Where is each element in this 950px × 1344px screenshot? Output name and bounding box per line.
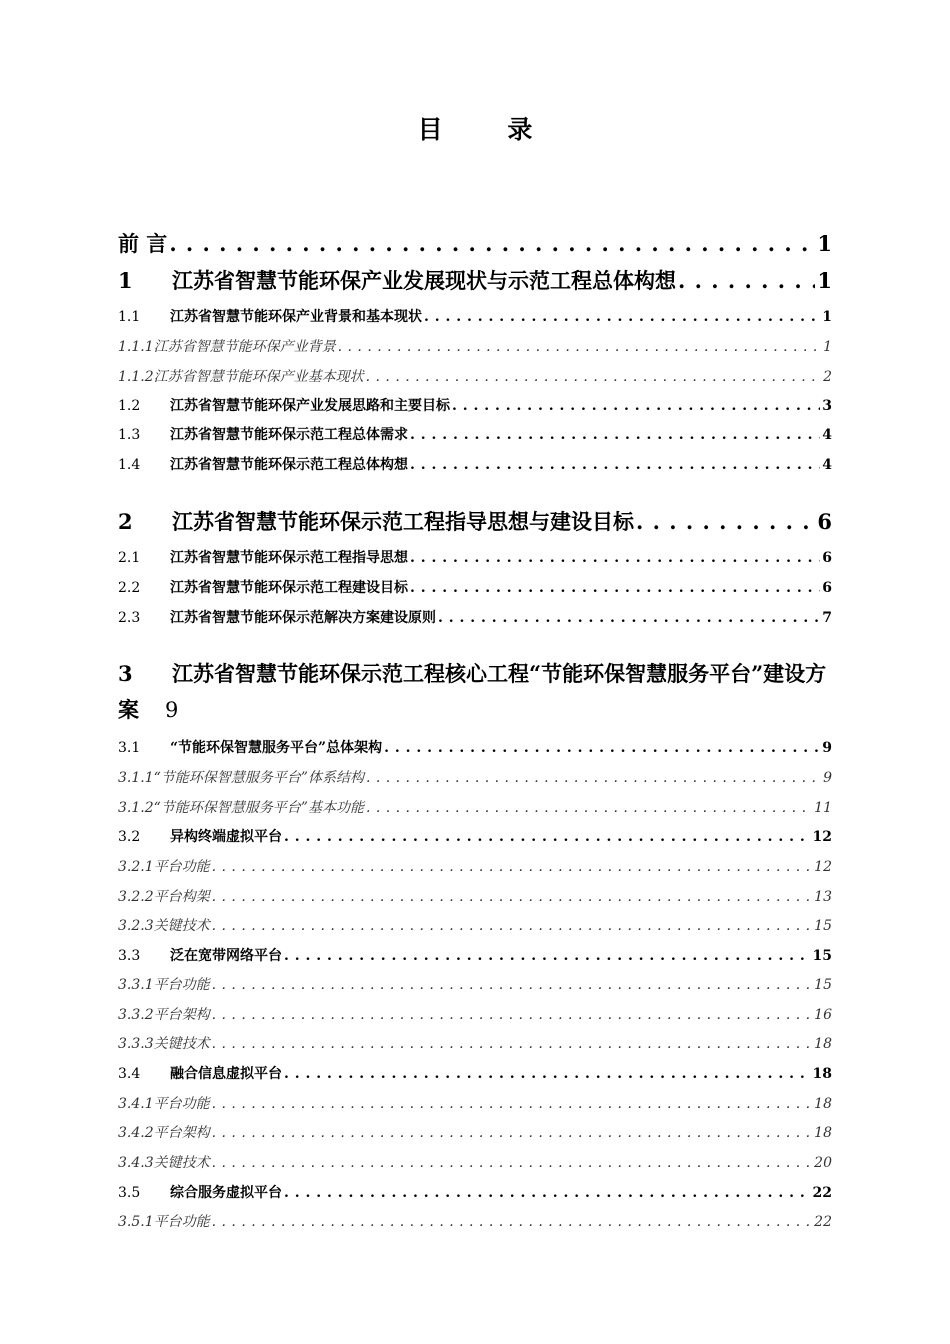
toc-entry-subsection-1-1-1[interactable]: [118, 336, 832, 358]
toc-leader: [636, 509, 815, 534]
toc-entry-section-3-3[interactable]: [118, 945, 832, 967]
toc-entry-number: 3.2.1: [118, 859, 154, 875]
toc-entry-chapter-2[interactable]: [118, 506, 832, 536]
toc-entry-chapter-3[interactable]: [118, 656, 832, 728]
toc-leader: [212, 918, 813, 934]
toc-entry-section-3-5[interactable]: [118, 1182, 832, 1204]
toc-page-number: 4: [822, 427, 832, 443]
toc-entry-number: 3.4.2: [118, 1125, 154, 1141]
toc-leader: [169, 231, 815, 256]
toc-page-number: 15: [814, 918, 832, 934]
toc-leader: [366, 800, 812, 816]
toc-leader: [284, 1066, 811, 1082]
toc-entry-number: 2.1: [118, 550, 141, 566]
toc-entry-text: 平台功能: [153, 859, 210, 875]
toc-entry-number: 3.2: [118, 829, 141, 845]
toc-leader: [284, 948, 811, 964]
toc-entry-text: 江苏省智慧节能环保示范工程指导思想: [170, 550, 408, 566]
toc-entry-section-3-1[interactable]: [118, 737, 832, 759]
toc-page-number: 6: [822, 550, 832, 566]
toc-entry-text: 江苏省智慧节能环保产业基本现状: [153, 369, 364, 385]
toc-entry-number: 3: [118, 661, 133, 686]
toc-entry-section-2-2[interactable]: [118, 577, 832, 599]
toc-entry-chapter-1[interactable]: [118, 265, 832, 295]
toc-entry-subsection-3-5-1[interactable]: [118, 1211, 832, 1233]
toc-entry-number: 3.4: [118, 1066, 141, 1082]
toc-leader: [212, 1007, 813, 1023]
toc-page-number: 22: [814, 1214, 832, 1230]
toc-leader: [452, 398, 820, 414]
toc-page-number: 22: [812, 1185, 832, 1201]
toc-entry-text: 平台功能: [153, 1096, 210, 1112]
toc-leader: [424, 309, 820, 325]
toc-entry-section-1-4[interactable]: [118, 454, 832, 476]
toc-entry-text: 江苏省智慧节能环保产业背景和基本现状: [170, 309, 422, 325]
toc-page-number: 18: [814, 1096, 832, 1112]
toc-entry-text: 泛在宽带网络平台: [170, 948, 282, 964]
toc-entry-number: 3.4.1: [118, 1096, 154, 1112]
toc-entry-text: 平台功能: [153, 977, 210, 993]
toc-entry-number: 3.5.1: [118, 1214, 154, 1230]
toc-entry-text: 江苏省智慧节能环保示范工程指导思想与建设目标: [172, 509, 634, 534]
toc-entry-text: 平台功能: [153, 1214, 210, 1230]
toc-entry-section-1-2[interactable]: [118, 395, 832, 417]
toc-leader: [338, 339, 821, 355]
toc-leader: [212, 889, 813, 905]
toc-page-number: 9: [823, 770, 832, 786]
toc-entry-text: 江苏省智慧节能环保产业发展现状与示范工程总体构想: [172, 268, 676, 293]
toc-leader: [678, 268, 815, 293]
toc-leader: [212, 1125, 813, 1141]
toc-entry-text: 融合信息虚拟平台: [170, 1066, 282, 1082]
toc-entry-text: 异构终端虚拟平台: [170, 829, 282, 845]
toc-page-number: 16: [814, 1007, 832, 1023]
toc-page-number: 11: [814, 800, 832, 816]
toc-leader: [410, 457, 820, 473]
toc-page-number: 15: [814, 977, 832, 993]
toc-entry-text: 综合服务虚拟平台: [170, 1185, 282, 1201]
toc-entry-number: 3.3: [118, 948, 141, 964]
toc-entry-number: 2: [118, 509, 133, 534]
toc-entry-number: 1.2: [118, 398, 141, 414]
toc-leader: [410, 580, 820, 596]
toc-leader: [212, 1036, 813, 1052]
toc-entry-text: “节能环保智慧服务平台”总体架构: [170, 740, 383, 756]
toc-entry-text: 平台架构: [153, 1125, 210, 1141]
toc-entry-number: 3.4.3: [118, 1155, 154, 1171]
toc-entry-subsection-3-1-1[interactable]: [118, 767, 832, 789]
toc-page-number: 9: [165, 698, 179, 722]
toc-entry-number: 1.3: [118, 427, 141, 443]
toc-leader: [284, 829, 811, 845]
toc-leader: [212, 1155, 813, 1171]
toc-leader: [410, 550, 820, 566]
toc-entry-text: 关键技术: [153, 1155, 210, 1171]
toc-page-number: 6: [817, 509, 832, 534]
toc-entry-number: 1.1.1: [118, 339, 154, 355]
toc-entry-subsection-3-3-2[interactable]: [118, 1004, 832, 1026]
toc-entry-subsection-3-2-1[interactable]: [118, 856, 832, 878]
toc-entry-subsection-3-3-3[interactable]: [118, 1033, 832, 1055]
toc-page-number: 20: [814, 1155, 832, 1171]
toc-entry-number: 3.3.2: [118, 1007, 154, 1023]
toc-page-number: 1: [817, 268, 832, 293]
toc-page-number: 1: [817, 231, 832, 256]
toc-page-number: 1: [823, 339, 832, 355]
toc-leader: [438, 610, 820, 626]
toc-entry-section-2-1[interactable]: [118, 547, 832, 569]
toc-leader: [212, 1214, 813, 1230]
toc-page-number: 13: [814, 889, 832, 905]
toc-entry-section-3-4[interactable]: [118, 1063, 832, 1085]
toc-leader: [212, 1096, 813, 1112]
toc-page-number: 12: [812, 829, 832, 845]
toc-entry-number: 2.3: [118, 610, 141, 626]
toc-entry-number: 1.4: [118, 457, 141, 473]
toc-entry-subsection-3-2-2[interactable]: [118, 886, 832, 908]
toc-entry-text: 关键技术: [153, 1036, 210, 1052]
toc-leader: [284, 1185, 811, 1201]
toc-entry-text: 关键技术: [153, 918, 210, 934]
toc-leader: [384, 740, 820, 756]
toc-entry-number: 1.1: [118, 309, 141, 325]
toc-page-number: 9: [822, 740, 832, 756]
toc-entry-number: 2.2: [118, 580, 141, 596]
toc-entry-number: 3.3.1: [118, 977, 154, 993]
toc-entry-number: 3.1: [118, 740, 141, 756]
toc-entry-number: 3.5: [118, 1185, 141, 1201]
toc-entry-number: 3.2.3: [118, 918, 154, 934]
toc-entry-text: 前 言: [118, 231, 168, 256]
toc-page-number: 15: [812, 948, 832, 964]
toc-entry-number: 3.3.3: [118, 1036, 154, 1052]
toc-page-number: 3: [822, 398, 832, 414]
toc-page-number: 6: [822, 580, 832, 596]
toc-entry-text: 江苏省智慧节能环保产业发展思路和主要目标: [170, 398, 450, 414]
toc-page-number: 2: [823, 369, 832, 385]
toc-entry-subsection-3-3-1[interactable]: [118, 974, 832, 996]
toc-entry-text: “节能环保智慧服务平台”体系结构: [153, 770, 364, 786]
toc-entry-section-1-1[interactable]: [118, 306, 832, 328]
toc-entry-section-2-3[interactable]: [118, 607, 832, 629]
toc-page-number: 4: [822, 457, 832, 473]
toc-entry-subsection-3-4-1[interactable]: [118, 1093, 832, 1115]
toc-leader: [366, 369, 821, 385]
toc-entry-subsection-3-2-3[interactable]: [118, 915, 832, 937]
toc-entry-text: 江苏省智慧节能环保示范工程建设目标: [170, 580, 408, 596]
toc-entry-text: 江苏省智慧节能环保示范解决方案建设原则: [170, 610, 436, 626]
toc-entry-text-continued: 案: [118, 697, 139, 722]
toc-entry-preface[interactable]: [118, 228, 832, 258]
toc-entry-subsection-3-4-3[interactable]: [118, 1152, 832, 1174]
toc-entry-text: 江苏省智慧节能环保产业背景: [153, 339, 336, 355]
toc-entry-number: 1: [118, 268, 133, 293]
toc-entry-subsection-1-1-2[interactable]: [118, 366, 832, 388]
toc-entry-text: 江苏省智慧节能环保示范工程核心工程“节能环保智慧服务平台”建设方: [172, 661, 827, 686]
toc-entry-number: 3.2.2: [118, 889, 154, 905]
toc-leader: [366, 770, 821, 786]
toc-entry-text: 平台构架: [153, 889, 210, 905]
toc-entry-subsection-3-4-2[interactable]: [118, 1122, 832, 1144]
toc-entry-text: 江苏省智慧节能环保示范工程总体需求: [170, 427, 408, 443]
toc-entry-text: “节能环保智慧服务平台”基本功能: [153, 800, 364, 816]
toc-entry-subsection-3-1-2[interactable]: [118, 797, 832, 819]
toc-page-number: 18: [812, 1066, 832, 1082]
toc-entry-number: 3.1.1: [118, 770, 154, 786]
toc-leader: [212, 977, 813, 993]
toc-page-number: 1: [822, 309, 832, 325]
toc-entry-number: 1.1.2: [118, 369, 154, 385]
toc-entry-number: 3.1.2: [118, 800, 154, 816]
toc-title: 目 录: [417, 115, 561, 144]
toc-entry-section-3-2[interactable]: [118, 826, 832, 848]
toc-page-number: 7: [822, 610, 832, 626]
toc-leader: [410, 427, 820, 443]
toc-entry-text: 江苏省智慧节能环保示范工程总体构想: [170, 457, 408, 473]
toc-page-number: 12: [814, 859, 832, 875]
toc-entry-section-1-3[interactable]: [118, 424, 832, 446]
toc-entry-text: 平台架构: [153, 1007, 210, 1023]
toc-leader: [212, 859, 813, 875]
toc-page-number: 18: [814, 1036, 832, 1052]
toc-page-number: 18: [814, 1125, 832, 1141]
